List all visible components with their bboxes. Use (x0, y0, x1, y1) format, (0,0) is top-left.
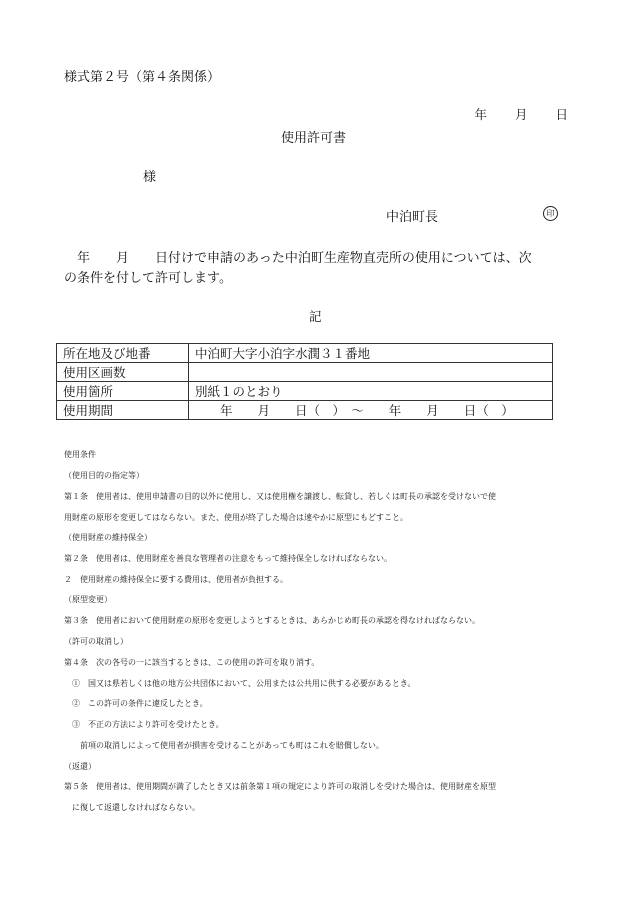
addressee-suffix: 様 (143, 170, 157, 185)
condition-line: 第３条 使用者において使用財産の原形を変更しようとするときは、あらかじめ町長の承認を得なければならない。 (64, 616, 480, 625)
condition-line: ③ 不正の方法により許可を受けたとき。 (64, 720, 224, 729)
issuer-name: 中泊町長 (386, 210, 439, 225)
row-label: 使用箇所 (57, 382, 189, 401)
condition-line: （使用目的の指定等） (64, 471, 144, 480)
condition-line: 第５条 使用者は、使用期間が満了したとき又は前条第１項の規定により許可の取消しを受けた場合は、使用財産を原型 (64, 782, 496, 791)
condition-line: （使用財産の維持保全） (64, 533, 152, 542)
document-title: 使用許可書 (281, 131, 347, 146)
condition-line: 前項の取消しによって使用者が損害を受けることがあっても町はこれを賠償しない。 (64, 741, 384, 750)
table-row (57, 382, 553, 401)
body-line-1: 年 月 日付けで申請のあった中泊町生産物直売所の使用については、次 (64, 251, 532, 266)
condition-line: 第２条 使用者は、使用財産を善良な管理者の注意をもって維持保全しなければならない。 (64, 554, 392, 563)
seal-mark: 印 (543, 206, 558, 221)
row-value: 年 月 日（ ） ～ 年 月 日（ ） (189, 401, 553, 420)
condition-line: に復して返還しなければならない。 (64, 803, 200, 812)
date-day-label: 日 (555, 107, 568, 122)
date-month-label: 月 (514, 107, 528, 122)
date-year-label: 年 (474, 107, 487, 122)
condition-line: 第４条 次の各号の一に該当するときは、この使用の許可を取り消す。 (64, 658, 320, 667)
row-label: 所在地及び地番 (57, 344, 189, 363)
permit-info-table (56, 343, 553, 420)
issue-date (474, 105, 568, 123)
body-line-2: の条件を付して許可します。 (64, 271, 232, 286)
condition-line: ２ 使用財産の維持保全に要する費用は、使用者が負担する。 (64, 575, 288, 584)
row-value: 中泊町大字小泊字水潤３１番地 (189, 344, 553, 363)
condition-line: （返還） (64, 762, 96, 771)
conditions-heading: 使用条件 (64, 450, 96, 459)
row-value (189, 363, 553, 382)
row-value: 別紙１のとおり (189, 382, 553, 401)
condition-line: ① 国又は県若しくは他の地方公共団体において、公用または公共用に供する必要があるとき。 (64, 679, 416, 688)
form-header: 様式第２号（第４条関係） (64, 70, 221, 85)
condition-line: 用財産の原形を変更してはならない。また、使用が終了した場合は速やかに原型にもどすこと。 (64, 513, 408, 522)
table-row (57, 344, 553, 363)
table-row (57, 401, 553, 420)
condition-line: 第１条 使用者は、使用申請書の目的以外に使用し、又は使用権を譲渡し、転貸し、若しくは町長の承認を受けないで使 (64, 492, 496, 501)
condition-line: ② この許可の条件に違反したとき。 (64, 699, 208, 708)
note-heading: 記 (309, 309, 322, 324)
row-label: 使用区画数 (57, 363, 189, 382)
row-label: 使用期間 (57, 401, 189, 420)
table-row (57, 363, 553, 382)
condition-line: （原型変更） (64, 595, 112, 604)
condition-line: （許可の取消し） (64, 637, 128, 646)
